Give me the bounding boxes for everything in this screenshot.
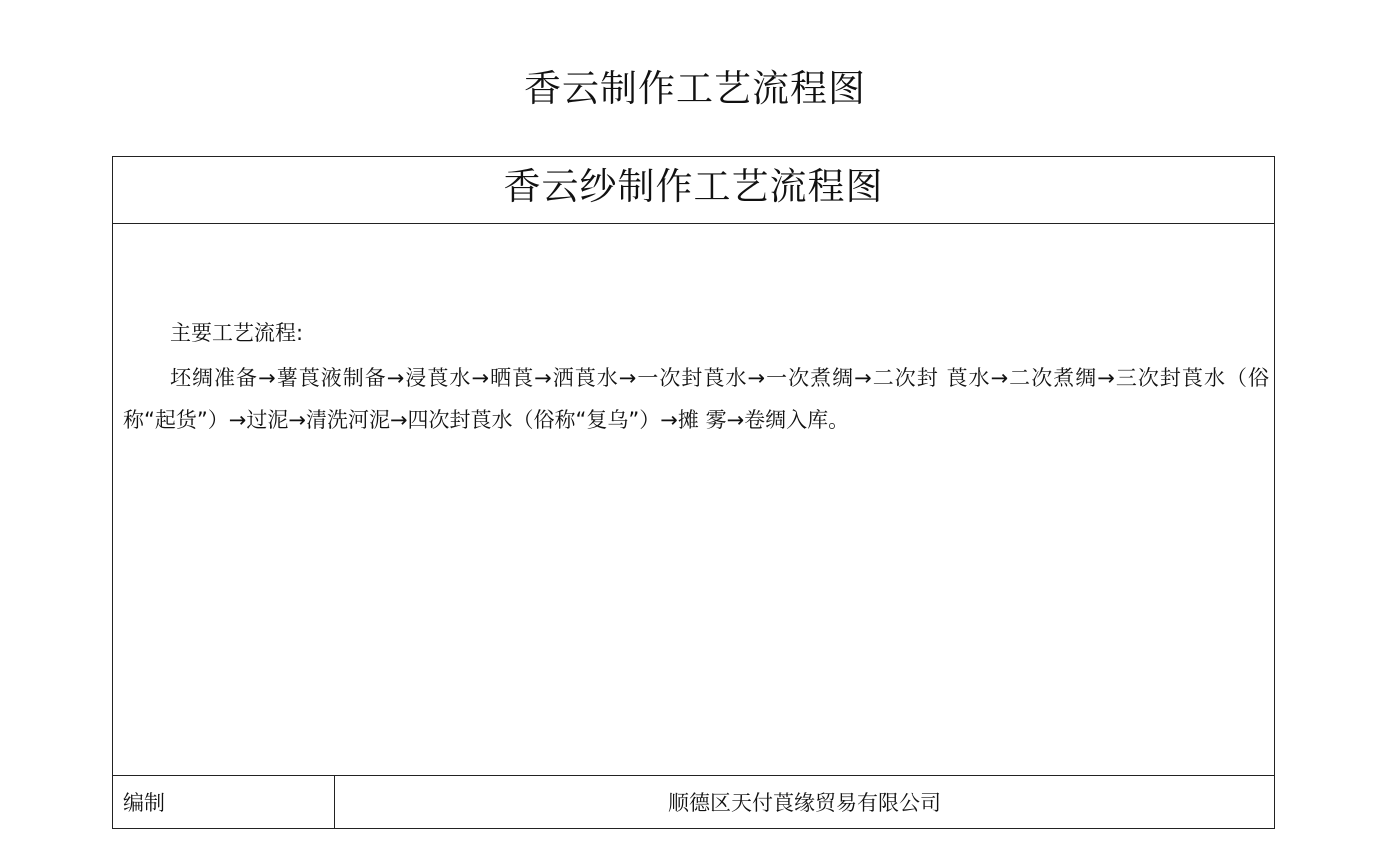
company-name: 顺德区天付莨缘贸易有限公司 bbox=[668, 791, 941, 815]
table-title-row bbox=[113, 157, 1274, 224]
process-content-cell bbox=[113, 224, 1274, 777]
footer-company-cell bbox=[335, 776, 1274, 828]
page-title: 香云制作工艺流程图 bbox=[524, 67, 866, 110]
process-table bbox=[112, 156, 1275, 829]
table-title: 香云纱制作工艺流程图 bbox=[503, 165, 884, 208]
footer-label-cell bbox=[113, 776, 335, 828]
footer-label: 编制 bbox=[123, 791, 165, 815]
process-flow-text: 坯绸准备→薯莨液制备→浸莨水→晒莨→洒莨水→一次封莨水→一次煮绸→二次封 莨水→二次煮绸→三次封莨水（俗称“起货”）→过泥→清洗河泥→四次封莨水（俗称“复乌”）→摊 雾→卷绸入库。 bbox=[123, 366, 1269, 432]
section-heading: 主要工艺流程: bbox=[170, 321, 304, 345]
footer-row bbox=[113, 775, 1274, 828]
